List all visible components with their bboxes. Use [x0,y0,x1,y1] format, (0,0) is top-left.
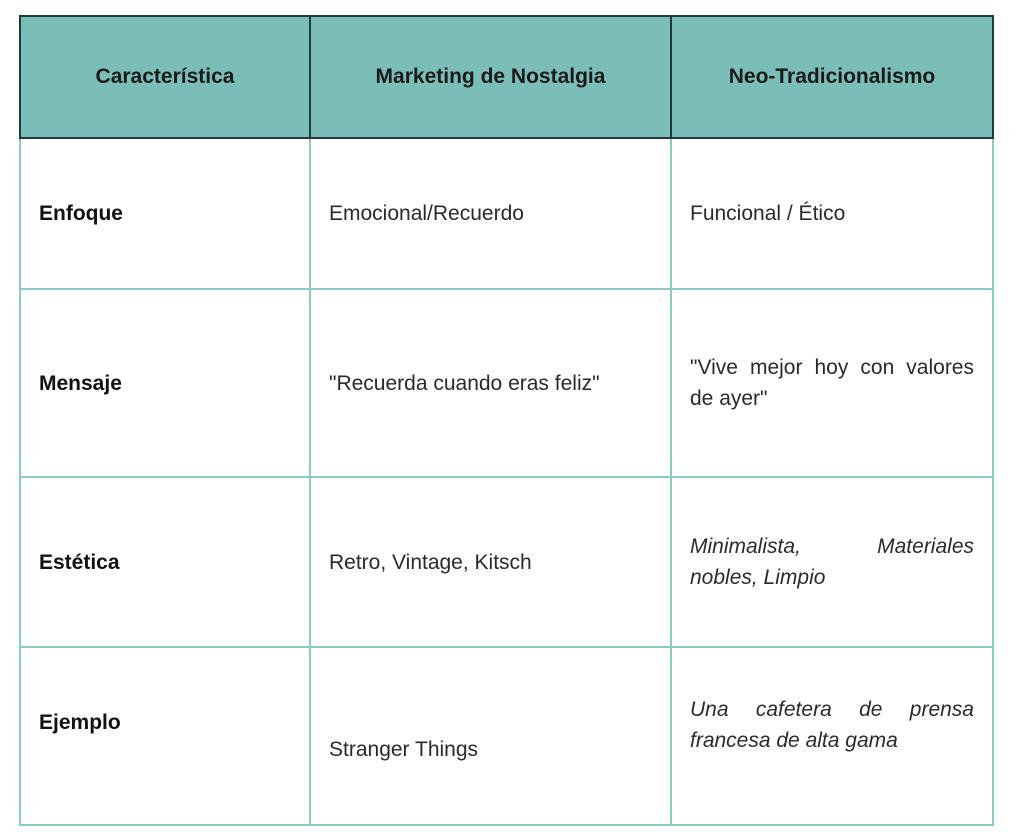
table-body [20,138,993,825]
cell-nostalgia-mensaje: "Recuerda cuando eras feliz" [310,289,671,477]
table-row-ejemplo [20,647,993,825]
header-caracteristica: Característica [20,16,310,138]
cell-neo-mensaje: "Vive mejor hoy con valores de ayer" [671,289,993,477]
table-row-estetica [20,477,993,647]
table-row-enfoque [20,138,993,289]
cell-neo-estetica: Minimalista, Materiales nobles, Limpio [671,477,993,647]
header-row [20,16,993,138]
cell-nostalgia-estetica: Retro, Vintage, Kitsch [310,477,671,647]
cell-neo-enfoque: Funcional / Ético [671,138,993,289]
row-label-enfoque: Enfoque [20,138,310,289]
comparison-table [19,15,994,826]
row-label-mensaje: Mensaje [20,289,310,477]
cell-neo-ejemplo: Una cafetera de prensa francesa de alta gama [671,647,993,825]
cell-nostalgia-ejemplo: Stranger Things [310,647,671,825]
table-header [20,16,993,138]
cell-nostalgia-enfoque: Emocional/Recuerdo [310,138,671,289]
table-row-mensaje [20,289,993,477]
header-marketing-nostalgia: Marketing de Nostalgia [310,16,671,138]
header-neo-tradicionalismo: Neo-Tradicionalismo [671,16,993,138]
row-label-estetica: Estética [20,477,310,647]
row-label-ejemplo: Ejemplo [20,647,310,825]
